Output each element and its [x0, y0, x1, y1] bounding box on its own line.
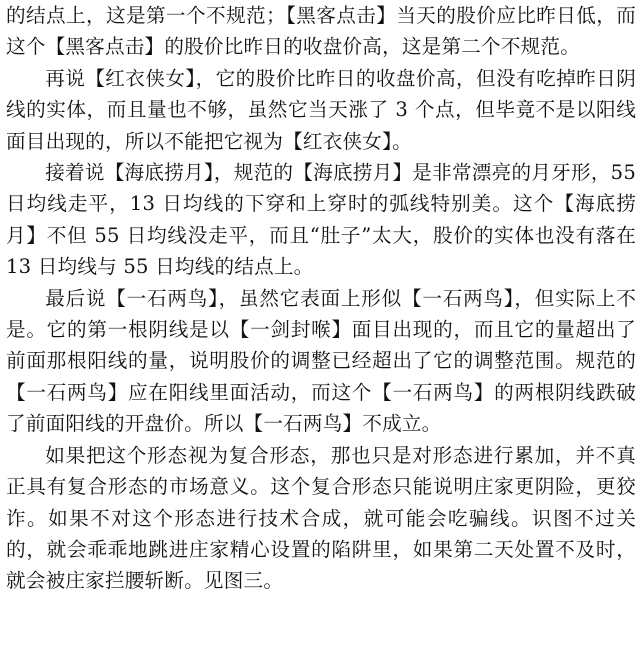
- paragraph-two-birds: 最后说【一石两鸟】，虽然它表面上形似【一石两鸟】，但实际上不是。它的第一根阴线是以【一剑封喉】面目出现的，而且它的量超出了前面那根阳线的量，说明股价的调整已经超出了它的调整范围。规范的【一石两鸟】应在阳线里面活动，而这个【一石两鸟】的两根阴线跌破了前面阳线的开盘价。所以【一石两鸟】不成立。: [6, 286, 636, 436]
- paragraph-moon-scoop: 接着说【海底捞月】，规范的【海底捞月】是非常漂亮的月牙形，55 日均线走平，13 日均线的下穿和上穿时的弧线特别美。这个【海底捞月】不但 55 日均线没走平，而且“肚子”太大，股价的实体也没有落在 13 日均线与 55 日均线的结点上。: [6, 161, 636, 279]
- paragraph-continuation: 的结点上，这是第一个不规范；【黑客点击】当天的股价应比昨日低，而这个【黑客点击】的股价比昨日的收盘价高，这是第二个不规范。: [6, 4, 636, 59]
- paragraph-red-lady: 再说【红衣侠女】，它的股价比昨日的收盘价高，但没有吃掉昨日阴线的实体，而且量也不够，虽然它当天涨了 3 个点，但毕竟不是以阳线面目出现的，所以不能把它视为【红衣侠女】。: [6, 66, 636, 153]
- paragraph-composite-pattern: 如果把这个形态视为复合形态，那也只是对形态进行累加，并不真正具有复合形态的市场意义。这个复合形态只能说明庄家更阴险，更狡诈。如果不对这个形态进行技术合成，就可能会吃骗线。识图不过关的，就会乖乖地跳进庄家精心设置的陷阱里，如果第二天处置不及时，就会被庄家拦腰斩断。见图三。: [6, 443, 636, 593]
- document-page: [6, 0, 636, 597]
